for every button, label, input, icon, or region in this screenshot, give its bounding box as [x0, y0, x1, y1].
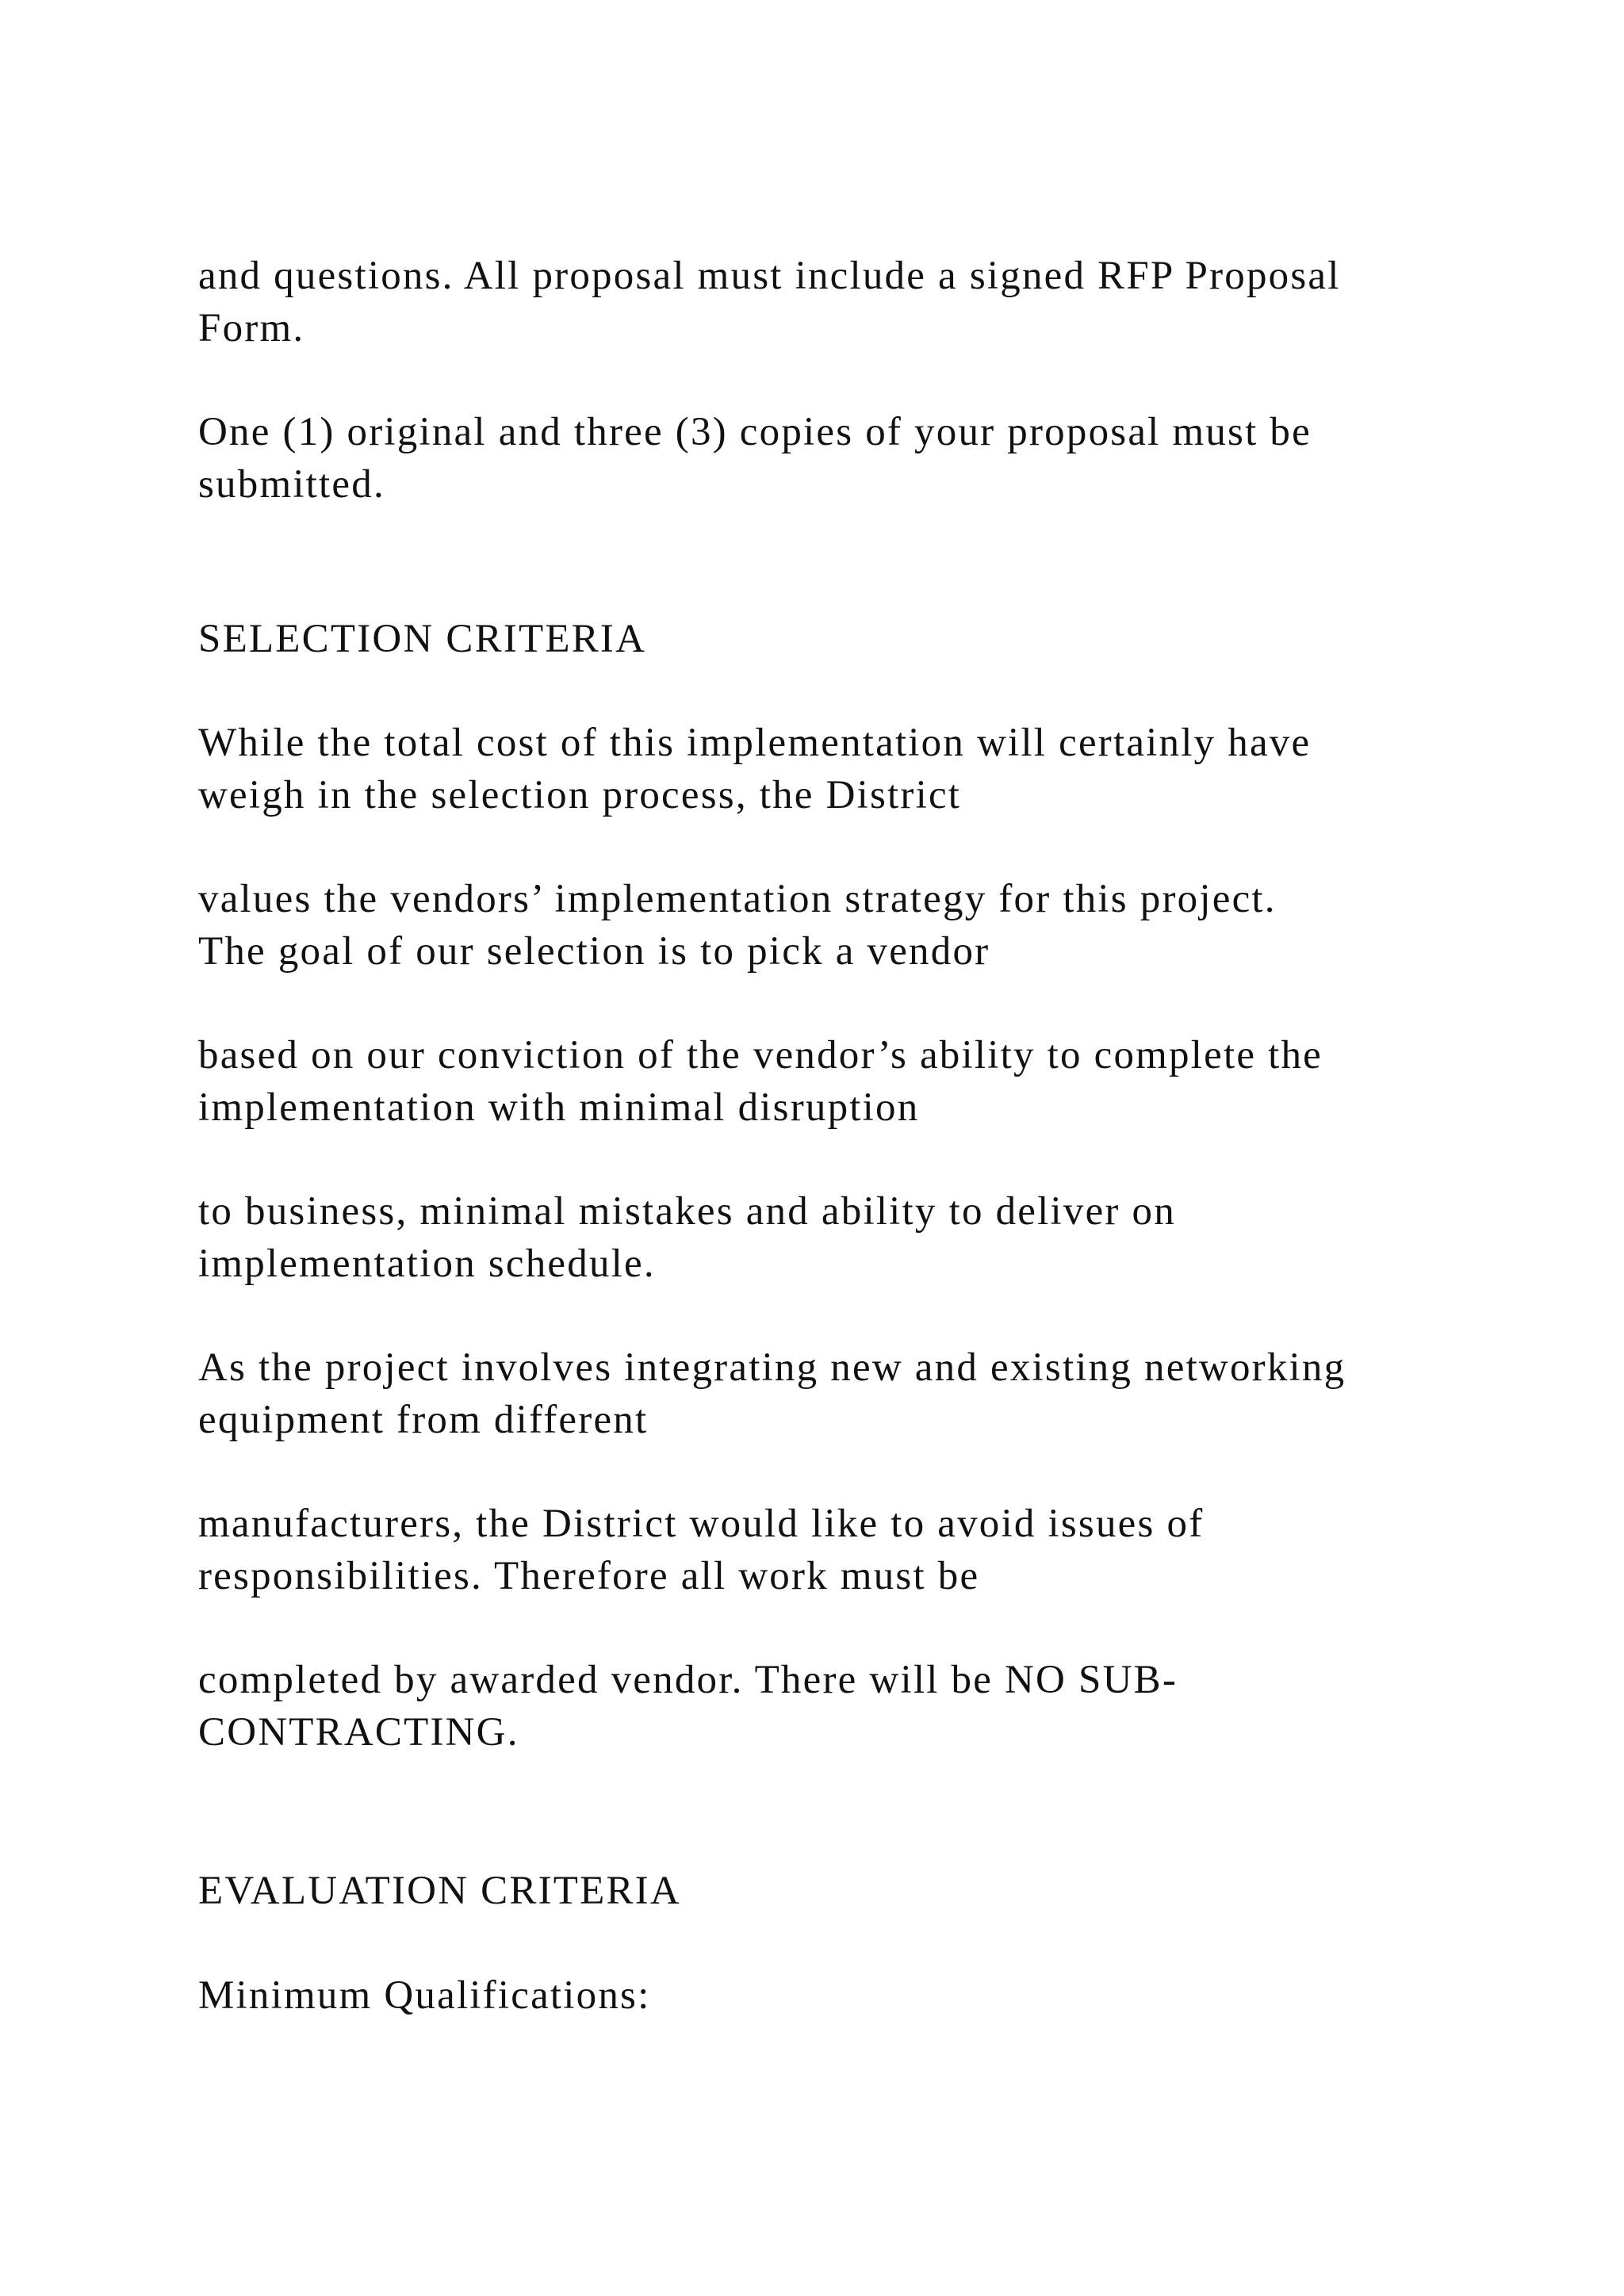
- paragraph-networking-equipment: [198, 1341, 1467, 1446]
- text-line: While the total cost of this implementation will certainly have: [198, 721, 1312, 765]
- paragraph-minimal-mistakes: [198, 1185, 1467, 1290]
- paragraph-vendor-conviction: [198, 1029, 1467, 1134]
- text-line: completed by awarded vendor. There will be NO SUB-: [198, 1658, 1178, 1702]
- text-line: based on our conviction of the vendor’s ability to complete the: [198, 1033, 1323, 1077]
- text-line: implementation with minimal disruption: [198, 1085, 920, 1130]
- paragraph-manufacturers: [198, 1498, 1467, 1602]
- paragraph-copies: [198, 406, 1467, 511]
- paragraph-total-cost: [198, 717, 1467, 821]
- text-line: responsibilities. Therefore all work must be: [198, 1554, 980, 1598]
- text-line: submitted.: [198, 462, 385, 507]
- text-line: manufacturers, the District would like to avoid issues of: [198, 1502, 1205, 1546]
- heading-evaluation-criteria: EVALUATION CRITERIA: [198, 1869, 681, 1913]
- text-line: CONTRACTING.: [198, 1710, 519, 1755]
- text-line: Form.: [198, 306, 305, 350]
- text-line: As the project involves integrating new and existing networking: [198, 1345, 1346, 1390]
- text-line: and questions. All proposal must include a signed RFP Proposal: [198, 254, 1341, 298]
- text-line: equipment from different: [198, 1398, 649, 1442]
- text-line: implementation schedule.: [198, 1242, 656, 1286]
- text-line: to business, minimal mistakes and ability to deliver on: [198, 1189, 1176, 1234]
- paragraph-implementation-strategy: [198, 873, 1467, 978]
- heading-selection-criteria: SELECTION CRITERIA: [198, 617, 647, 661]
- text-line: values the vendors’ implementation strategy for this project.: [198, 877, 1277, 921]
- paragraph-minimum-qualifications: [198, 1969, 1467, 2022]
- paragraph-proposal-form: [198, 250, 1467, 354]
- paragraph-no-subcontracting: [198, 1654, 1467, 1758]
- text-line: weigh in the selection process, the District: [198, 773, 962, 817]
- text-line: The goal of our selection is to pick a vendor: [198, 929, 990, 974]
- text-line: One (1) original and three (3) copies of your proposal must be: [198, 410, 1312, 454]
- text-line: Minimum Qualifications:: [198, 1973, 651, 2018]
